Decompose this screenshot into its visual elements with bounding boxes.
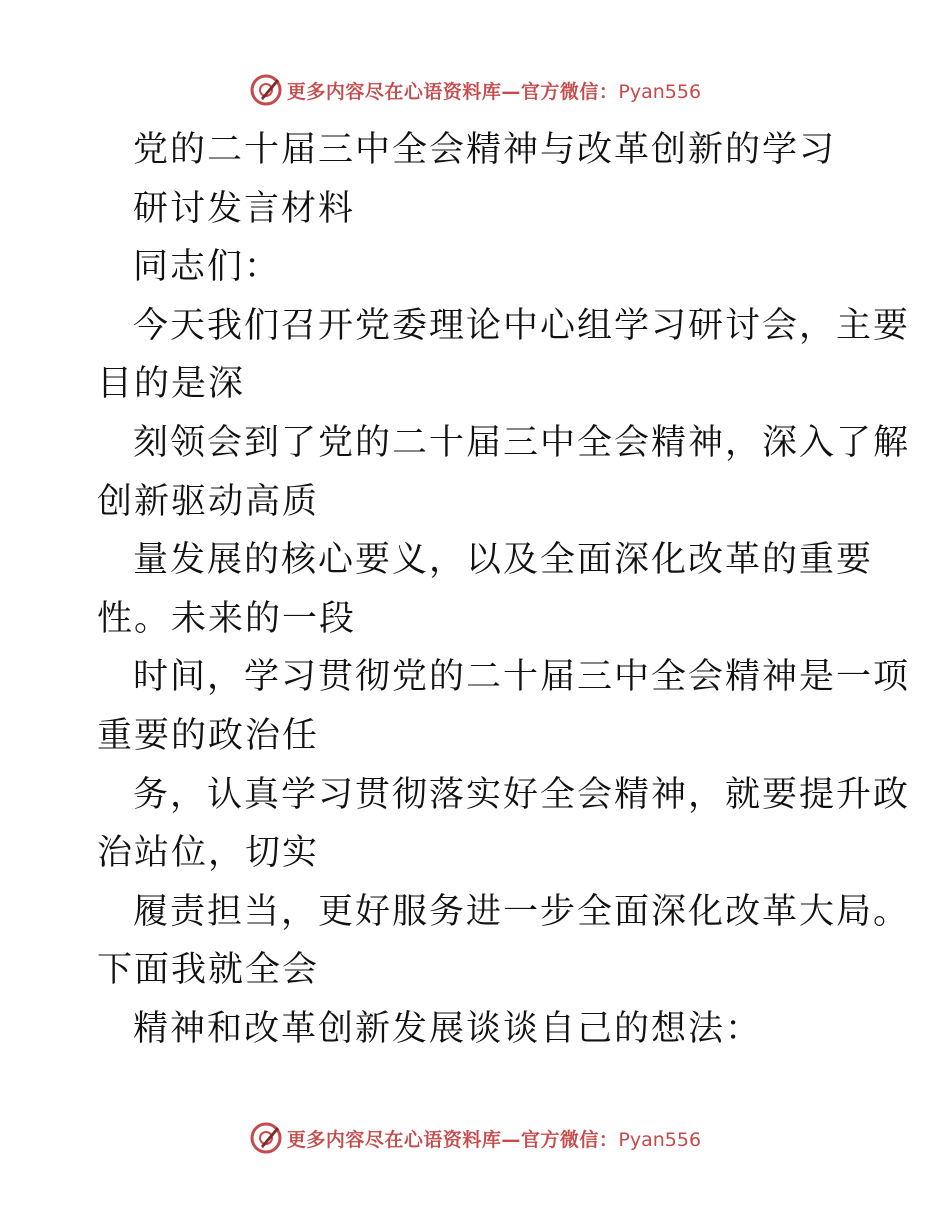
paragraph-line: 刻领会到了党的二十届三中全会精神，深入了解: [133, 422, 911, 463]
paragraph-line: 精神和改革创新发展谈谈自己的想法：: [133, 1008, 763, 1049]
document-title-line-2: 研讨发言材料: [133, 188, 356, 229]
logo-icon: [249, 1121, 283, 1155]
footer-banner-label: 更多内容尽在心语资料库—官方微信：: [286, 1128, 619, 1151]
footer-banner-text: [287, 1125, 701, 1152]
paragraph-line: 下面我就全会: [97, 950, 320, 991]
header-watermark-banner: [0, 70, 950, 110]
paragraph-line: 治站位，切实: [97, 833, 320, 874]
paragraph-line: 性。未来的一段: [97, 598, 357, 639]
document-body: [0, 121, 950, 1059]
header-banner-wechat-id: Pyan556: [618, 80, 702, 103]
document-title-line-1: 党的二十届三中全会精神与改革创新的学习: [133, 130, 837, 170]
header-banner-text: [287, 77, 701, 104]
footer-watermark-banner: [0, 1118, 950, 1158]
paragraph-line: 目的是深: [97, 364, 246, 405]
paragraph-line: 务，认真学习贯彻落实好全会精神，就要提升政: [133, 774, 911, 815]
paragraph-line: 创新驱动高质: [97, 481, 320, 522]
footer-banner-wechat-id: Pyan556: [618, 1128, 702, 1151]
paragraph-line: 时间，学习贯彻党的二十届三中全会精神是一项: [133, 657, 911, 698]
logo-icon: [249, 73, 283, 107]
salutation: 同志们：: [133, 247, 282, 288]
paragraph-line: 履责担当，更好服务进一步全面深化改革大局。: [133, 891, 911, 932]
paragraph-line: 重要的政治任: [97, 715, 320, 756]
paragraph-line: 量发展的核心要义，以及全面深化改革的重要: [133, 540, 874, 581]
header-banner-label: 更多内容尽在心语资料库—官方微信：: [286, 80, 619, 103]
paragraph-line: 今天我们召开党委理论中心组学习研讨会，主要: [133, 305, 911, 346]
